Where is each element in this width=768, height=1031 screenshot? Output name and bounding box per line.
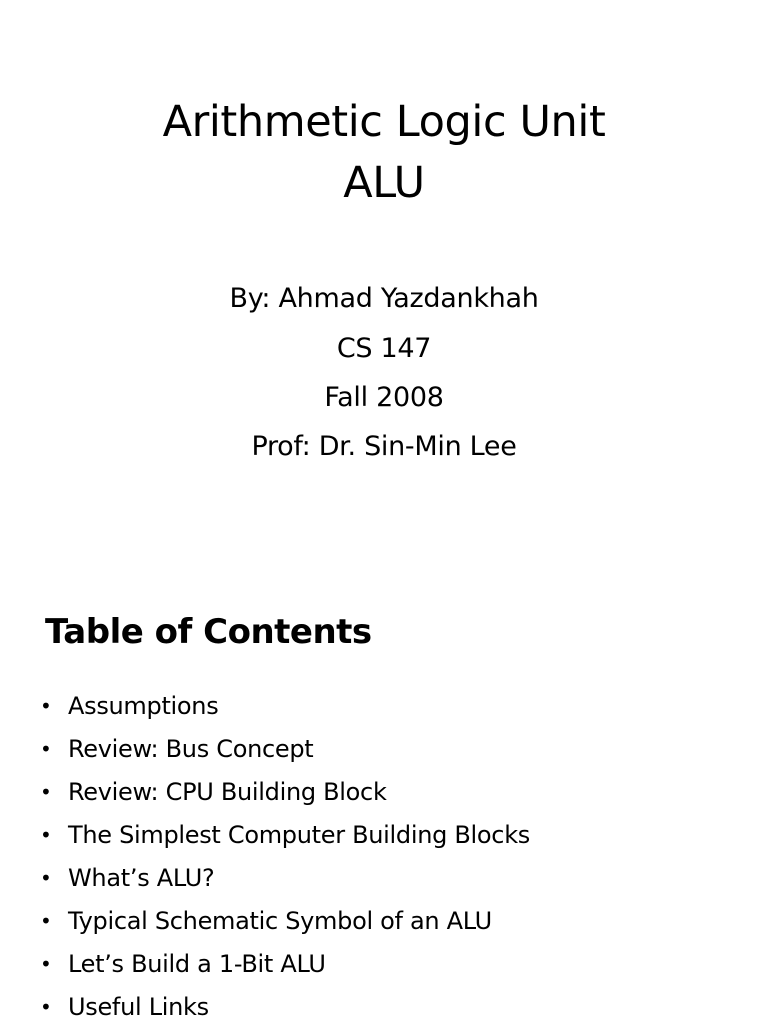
toc-item-label: What’s ALU? [68,864,215,892]
bullet-icon: • [40,909,52,933]
toc-item-label: Typical Schematic Symbol of an ALU [68,907,492,935]
toc-item-label: Assumptions [68,692,219,720]
author-line: By: Ahmad Yazdankhah [229,283,539,314]
toc-item [40,859,530,902]
toc-slide [0,575,768,1024]
toc-item [40,902,530,945]
slide-title-line-1: Arithmetic Logic Unit [162,97,606,147]
toc-item-label: Review: CPU Building Block [68,778,387,806]
toc-item [40,730,530,773]
professor-line: Prof: Dr. Sin-Min Lee [251,431,517,462]
toc-item [40,945,530,988]
term-line: Fall 2008 [324,382,444,413]
bullet-icon: • [40,823,52,847]
slide-title-line-2: ALU [343,158,425,208]
bullet-icon: • [40,952,52,976]
bullet-icon: • [40,737,52,761]
toc-item-label: Review: Bus Concept [68,735,314,763]
bullet-icon: • [40,694,52,718]
toc-item [40,687,530,730]
toc-item [40,773,530,816]
bullet-icon: • [40,995,52,1019]
toc-heading: Table of Contents [45,612,372,652]
bullet-icon: • [40,780,52,804]
toc-item [40,816,530,859]
bullet-icon: • [40,866,52,890]
toc-item-label: Useful Links [68,993,209,1021]
course-line: CS 147 [336,333,432,364]
toc-item-label: The Simplest Computer Building Blocks [68,821,530,849]
toc-list [40,687,530,1031]
toc-item [40,988,530,1031]
toc-item-label: Let’s Build a 1-Bit ALU [68,950,326,978]
